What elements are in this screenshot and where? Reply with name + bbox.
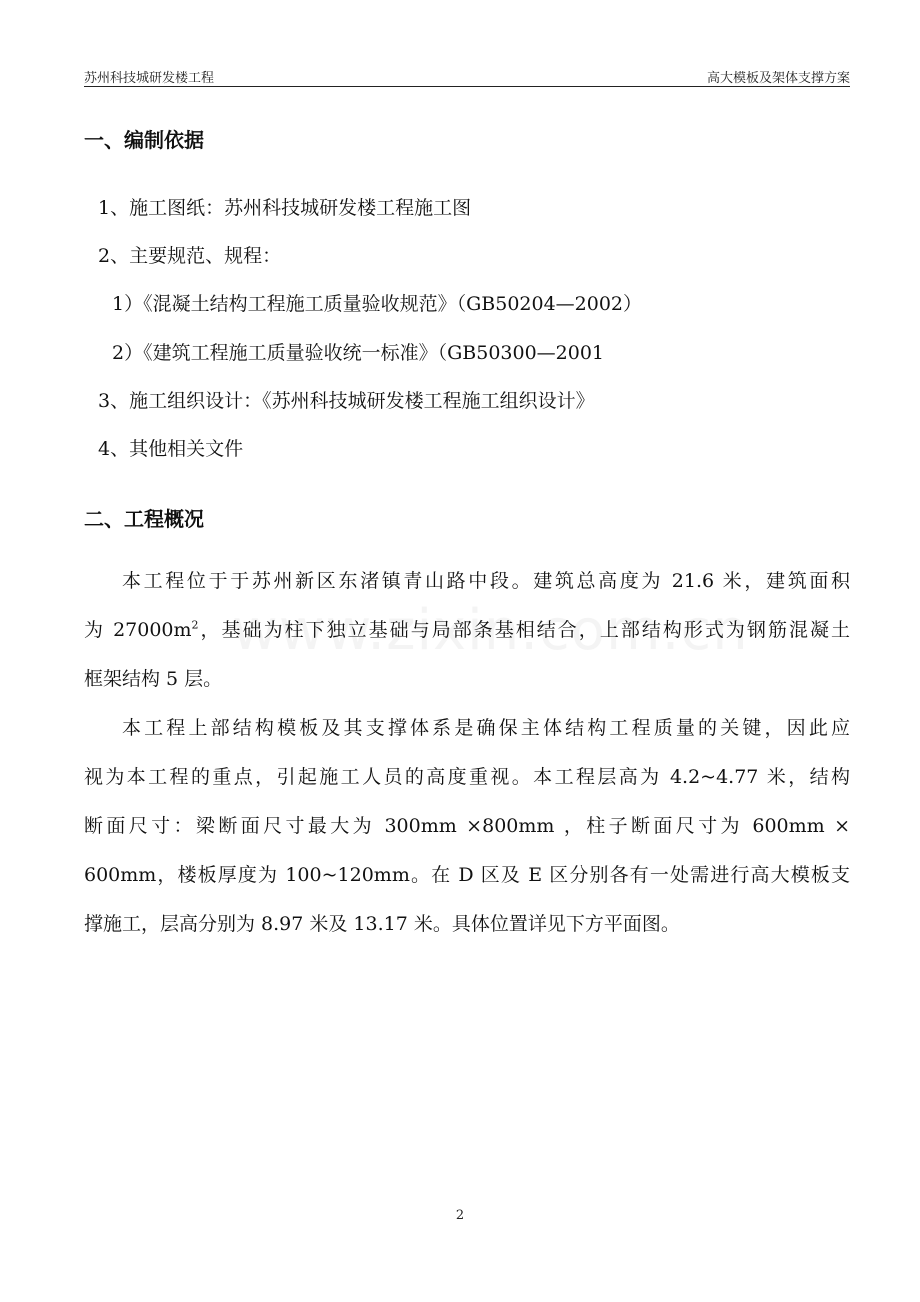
- paragraph-line: 本工程上部结构模板及其支撑体系是确保主体结构工程质量的关键，因此应: [122, 717, 850, 739]
- paragraph-line: 断面尺寸：梁断面尺寸最大为 300mm ×800mm ，柱子断面尺寸为 600mm ×: [84, 815, 850, 837]
- paragraph-line: 框架结构 5 层。: [84, 668, 223, 690]
- basis-subitem-gb50300: 2）《建筑工程施工质量验收统一标准》（GB50300—2001: [112, 342, 605, 364]
- paragraph-line: 撑施工，层高分别为 8.97 米及 13.17 米。具体位置详见下方平面图。: [84, 913, 680, 935]
- paragraph-line: 本工程位于于苏州新区东渚镇青山路中段。建筑总高度为 21.6 米，建筑面积: [122, 570, 850, 592]
- section-title-overview: 二、工程概况: [84, 507, 204, 531]
- basis-item-other-documents: 4、其他相关文件: [98, 438, 244, 460]
- basis-item-construction-design: 3、施工组织设计：《苏州科技城研发楼工程施工组织设计》: [98, 390, 595, 412]
- paragraph-line: 600mm，楼板厚度为 100~120mm。在 D 区及 E 区分别各有一处需进行高大模板支: [84, 864, 850, 886]
- overview-paragraph-1: [84, 557, 850, 704]
- area-unit-superscript: 2: [191, 618, 199, 632]
- header-document-title: 高大模板及架体支撑方案: [706, 71, 850, 86]
- paragraph-line: 视为本工程的重点，引起施工人员的高度重视。本工程层高为 4.2~4.77 米，结构: [84, 766, 850, 788]
- basis-item-drawings: 1、施工图纸：苏州科技城研发楼工程施工图: [98, 197, 472, 219]
- page-number: 2: [455, 1208, 465, 1223]
- foundation-text: ，基础为柱下独立基础与局部条基相结合，上部结构形式为钢筋混凝土: [198, 619, 850, 641]
- overview-paragraph-2: [84, 704, 850, 949]
- page-header: [84, 64, 850, 87]
- basis-item-standards: 2、主要规范、规程：: [98, 245, 282, 267]
- basis-subitem-gb50204: 1）《混凝土结构工程施工质量验收规范》（GB50204—2002）: [112, 293, 643, 315]
- area-text: 为 27000m: [84, 619, 192, 641]
- header-project-name: 苏州科技城研发楼工程: [84, 71, 215, 86]
- paragraph-line: [84, 606, 850, 655]
- section-title-basis: 一、编制依据: [84, 128, 204, 152]
